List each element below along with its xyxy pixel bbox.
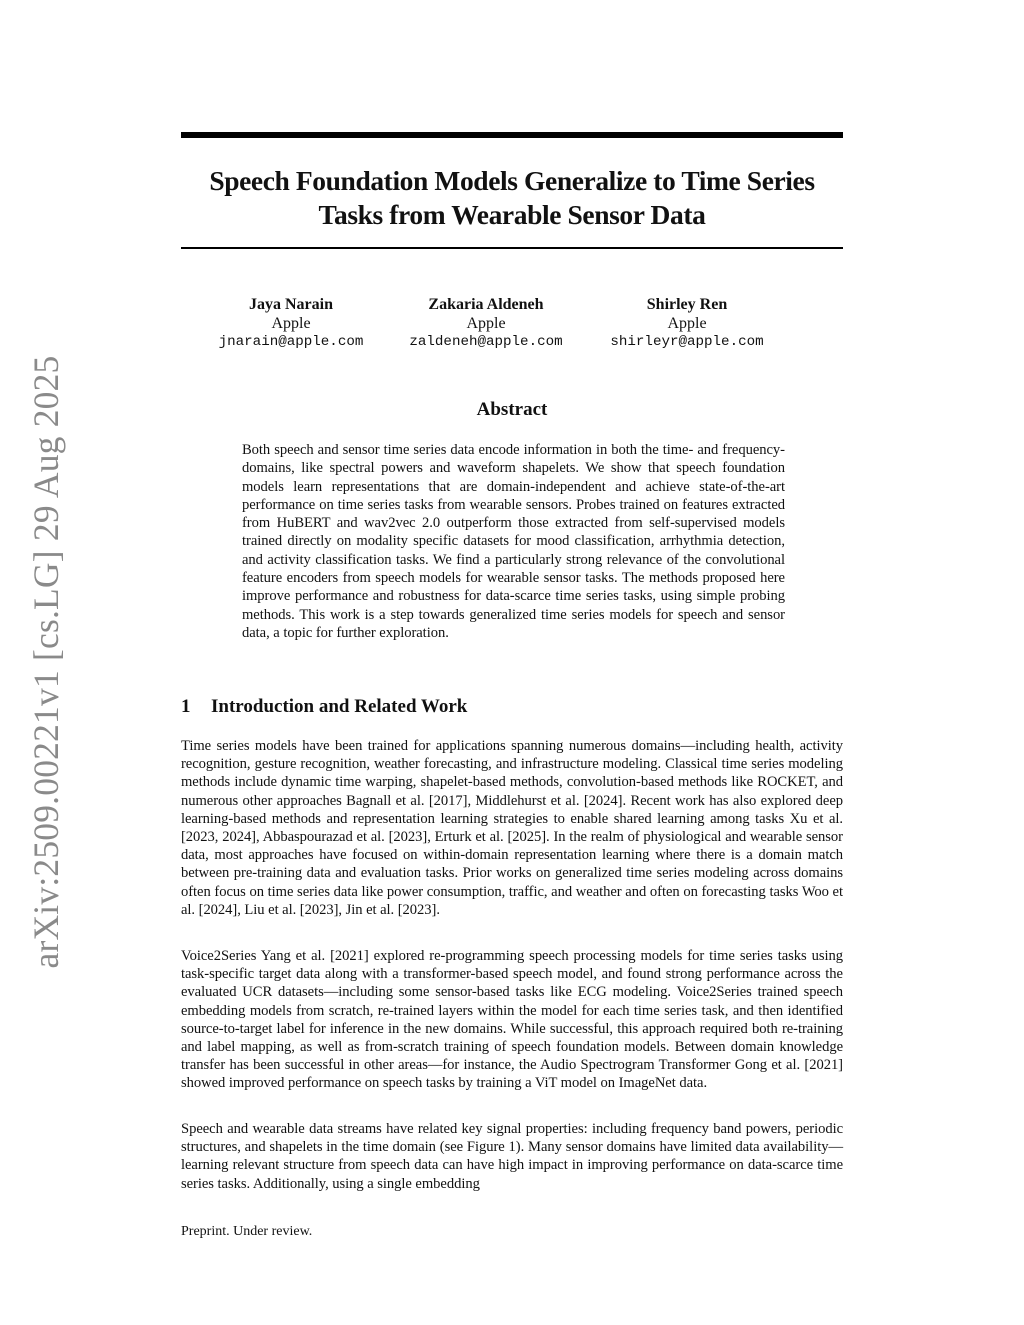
footer-note: Preprint. Under review. [181, 1224, 313, 1239]
section-title: Introduction and Related Work [211, 696, 468, 717]
author-2 [409, 295, 562, 352]
author-affiliation: Apple [466, 315, 506, 332]
author-email[interactable]: zaldeneh@apple.com [409, 334, 563, 350]
body-paragraph: Speech and wearable data streams have related key signal properties: including frequency band powers, periodic structures, and shapelets in the time domain (see Figure 1). Many sensor domains have limited data availability—learning relevant structure from speech data can have high impact in improving performance on data-scarce time series tasks. Additionally, using a single embedding [181, 1121, 843, 1192]
abstract-text: Both speech and sensor time series data encode information in both the time- and frequency- domains, like spectral powers and waveform shapelets. We show that speech foundation models learn representations that are domain-independent and achieve state-of-the-art performance on time series tasks from wearable sensors. Probes trained on features extracted from HuBERT and wav2vec 2.0 outperform those extracted from self-supervised models trained directly on modality specific datasets for mood classification, arrhythmia detection, and activity classification tasks. We find a particularly strong relevance of the convolutional feature encoders from speech models for wearable sensor tasks. The methods proposed here improve performance and robustness for data-scarce time series tasks, using simple probing methods. This work is a step towards generalized time series models for speech and sensor data, a topic for further exploration. [242, 442, 785, 641]
author-name: Shirley Ren [646, 296, 728, 313]
author-name: Jaya Narain [249, 296, 333, 313]
body-paragraph: Voice2Series Yang et al. [2021] explored re-programming speech processing models for time series tasks using task-specific target data along with a transformer-based speech model, and found strong performance across the evaluated UCR datasets—including some sensor-based tasks like ECG modeling. Voice2Series trained speech embedding models from scratch, re-trained layers within the model for each time series task, and then identified source-to-target label for inference in the new domains. While successful, this approach required both re-training and label mapping, as well as from-scratch training of speech foundation models. Between domain knowledge transfer has been successful in other areas—for instance, the Audio Spectrogram Transformer Gong et al. [2021] showed improved performance on speech tasks by training a ViT model on ImageNet data. [181, 948, 843, 1092]
title-bottom-rule [181, 247, 843, 249]
title-top-rule [181, 132, 843, 138]
author-affiliation: Apple [271, 315, 311, 332]
paper-title: Speech Foundation Models Generalize to Time Series Tasks from Wearable Sensor Data [209, 165, 815, 230]
author-affiliation: Apple [667, 315, 707, 332]
section-heading [181, 695, 843, 719]
arxiv-identifier-stamp: arXiv:2509.00221v1 [cs.LG] 29 Aug 2025 [26, 355, 66, 969]
section-number: 1 [181, 696, 191, 717]
body-paragraph: Time series models have been trained for applications spanning numerous domains—including health, activity recognition, gesture recognition, weather forecasting, and infrastructure modeling. Classical time series modeling methods include dynamic time warping, shapelet-based methods, convolution-based methods like ROCKET, and numerous other approaches Bagnall et al. [2017], Middlehurst et al. [2024]. Recent work has also explored deep learning-based methods and representation learning strategies to enable shared learning among tasks Xu et al. [2023, 2024], Abbaspourazad et al. [2023], Erturk et al. [2025]. In the realm of physiological and wearable sensor data, most approaches have focused on within-domain representation learning where there is a domain match between pre-training data and evaluation tasks. Prior works on generalized time series modeling across domains often focus on time series data like power consumption, traffic, and weather and often on forecasting tasks Woo et al. [2024], Liu et al. [2023], Jin et al. [2023]. [181, 738, 843, 918]
author-1 [219, 295, 364, 352]
author-email[interactable]: jnarain@apple.com [218, 334, 364, 350]
author-email[interactable]: shirleyr@apple.com [610, 334, 764, 350]
abstract-heading: Abstract [476, 399, 548, 420]
author-3 [610, 295, 763, 352]
author-name: Zakaria Aldeneh [428, 296, 544, 313]
